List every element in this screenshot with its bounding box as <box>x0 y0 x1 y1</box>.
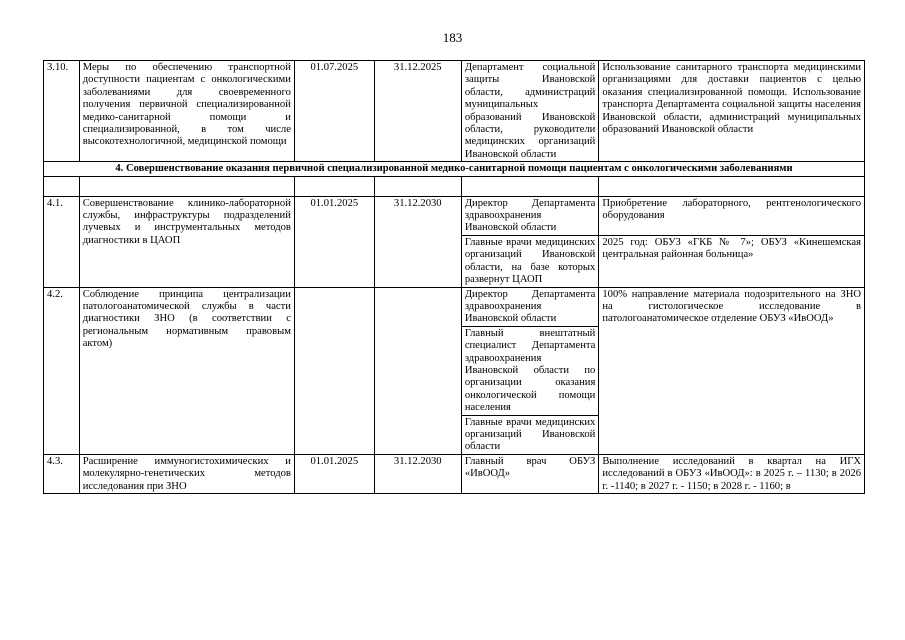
page-number: 183 <box>442 30 463 45</box>
end-date: 31.12.2030 <box>374 454 461 493</box>
empty-cell <box>294 176 374 196</box>
end-date <box>374 287 461 454</box>
responsible: Главный внештатный специалист Департамента здравоохранения Ивановской области по организации оказания онкологической помощи населения <box>461 326 599 415</box>
measure-name: Совершенствование клинико-лабораторной службы, инфраструктуры подразделений лучевых и инструментальных методов диагностики в ЦАОП <box>79 196 294 287</box>
responsible: Директор Департамента здравоохранения Ивановской области <box>461 287 599 326</box>
end-date: 31.12.2030 <box>374 196 461 287</box>
expected-result: 100% направление материала подозрительного на ЗНО на гистологическое исследование в патологоанатомическое отделение ОБУЗ «ИвООД» <box>599 287 865 454</box>
expected-result: Выполнение исследований в квартал на ИГХ исследований в ОБУЗ «ИвООД»: в 2025 г. – 1130; в 2026 г. -1140; в 2027 г. - 1150; в 2028 г. - 1160; в <box>599 454 865 493</box>
start-date: 01.07.2025 <box>294 61 374 162</box>
responsible: Главные врачи медицинских организаций Ивановской области <box>461 415 599 454</box>
table-row <box>44 61 865 162</box>
expected-result: Использование санитарного транспорта медицинскими организациями для доставки пациентов с целью оказания специализированной помощи. Использование транспорта Департамента социальной защиты населения Ивановской области, администраций муниципальных образований Ивановской области <box>599 61 865 162</box>
empty-cell <box>44 176 80 196</box>
empty-cell <box>79 176 294 196</box>
start-date: 01.01.2025 <box>294 196 374 287</box>
table-row <box>44 196 865 235</box>
section-title: 4. Совершенствование оказания первичной специализированной медико-санитарной помощи пациентам с онкологическими заболеваниями <box>44 162 865 176</box>
empty-cell <box>599 176 865 196</box>
spacer-row <box>44 176 865 196</box>
responsible: Главный врач ОБУЗ «ИвООД» <box>461 454 599 493</box>
expected-result: 2025 год: ОБУЗ «ГКБ № 7»; ОБУЗ «Кинешемская центральная районная больница» <box>599 235 865 287</box>
end-date: 31.12.2025 <box>374 61 461 162</box>
responsible: Главные врачи медицинских организаций Ивановской области, на базе которых развернут ЦАОП <box>461 235 599 287</box>
row-number: 4.2. <box>44 287 80 454</box>
measure-name: Соблюдение принципа централизации патологоанатомической службы в части диагностики ЗНО (в соответствии с региональным нормативным правовым актом) <box>79 287 294 454</box>
row-number: 4.1. <box>44 196 80 287</box>
table-row <box>44 287 865 326</box>
empty-cell <box>374 176 461 196</box>
expected-result: Приобретение лабораторного, рентгенологического оборудования <box>599 196 865 235</box>
table-row <box>44 454 865 493</box>
row-number: 3.10. <box>44 61 80 162</box>
measure-name: Меры по обеспечению транспортной доступности пациентам с онкологическими заболеваниями для своевременного получения первичной специализированной медико-санитарной помощи и специализированной, в том числе высокотехнологичной, медицинской помощи <box>79 61 294 162</box>
start-date <box>294 287 374 454</box>
row-number: 4.3. <box>44 454 80 493</box>
action-plan-table <box>43 60 865 494</box>
responsible: Директор Департамента здравоохранения Ивановской области <box>461 196 599 235</box>
section-row <box>44 162 865 176</box>
responsible: Департамент социальной защиты Ивановской области, администраций муниципальных образований Ивановской области, руководители медицинских организаций Ивановской области <box>461 61 599 162</box>
empty-cell <box>461 176 599 196</box>
measure-name: Расширение иммуногистохимических и молекулярно-генетических методов исследования при ЗНО <box>79 454 294 493</box>
start-date: 01.01.2025 <box>294 454 374 493</box>
